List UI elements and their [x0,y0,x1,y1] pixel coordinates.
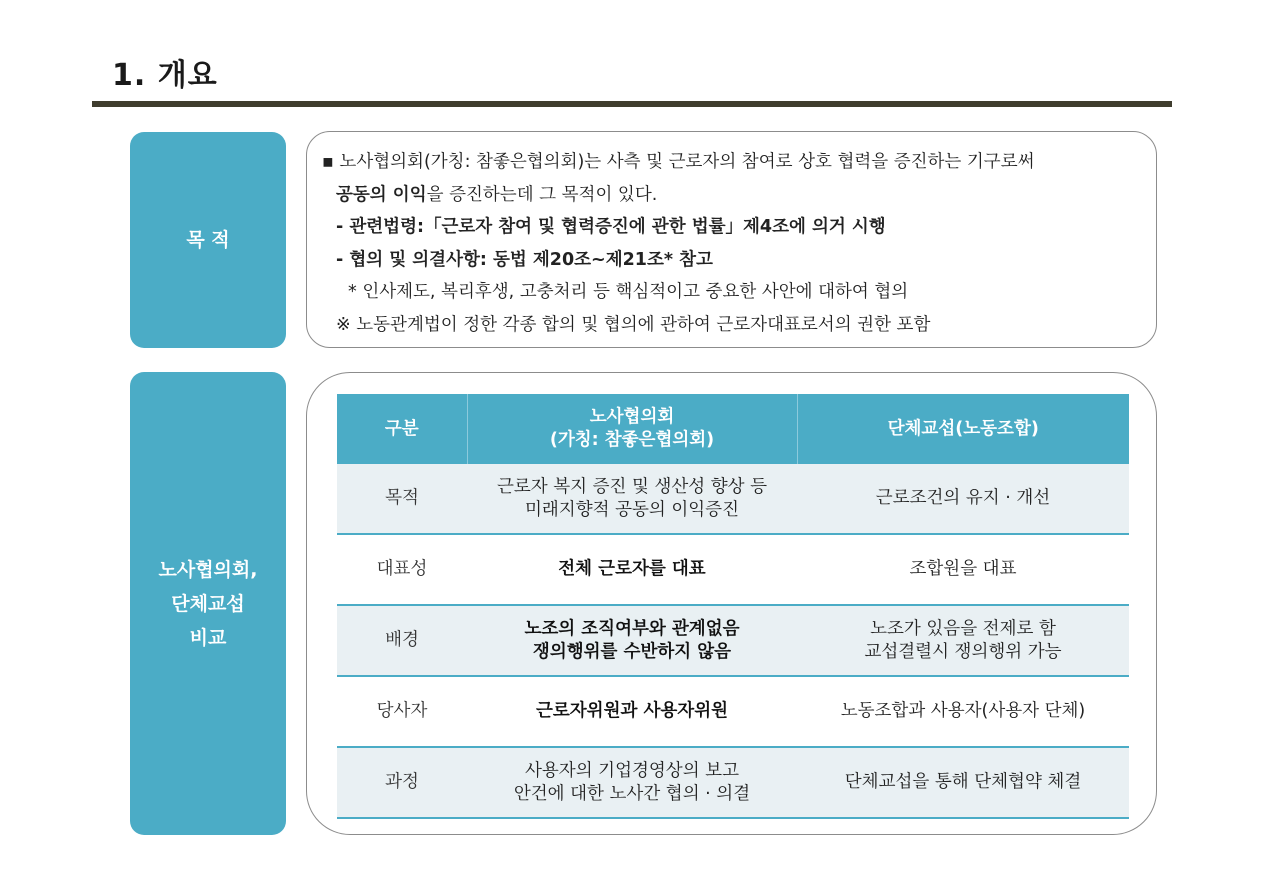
row-category: 배경 [337,605,467,676]
table-row [337,676,1129,747]
table-header-row [337,394,1129,464]
purpose-law: - 관련법령:「근로자 참여 및 협력증진에 관한 법률」제4조에 의거 시행 [336,217,886,237]
purpose-content [322,146,1152,341]
header-union: 단체교섭(노동조합) [797,394,1129,464]
page-title: 1. 개요 [112,58,218,93]
cell-text: 쟁의행위를 수반하지 않음 [532,641,732,662]
table-row [337,747,1129,818]
cell-text: 근로자 복지 증진 및 생산성 향상 등 [496,476,768,497]
row-category: 대표성 [337,534,467,605]
row-union-cell [797,464,1129,534]
purpose-line-1: ▪ 노사협의회(가칭: 참좋은협의회)는 사측 및 근로자의 참여로 상호 협력을 증진하는 기구로써 [322,152,1035,172]
purpose-footnote: * 인사제도, 복리후생, 고충처리 등 핵심적이고 중요한 사안에 대하여 협의 [348,282,909,302]
cell-text: 단체교섭을 통해 단체협약 체결 [844,772,1082,792]
comparison-label-line: 단체교섭 [171,592,245,615]
comparison-table [337,394,1129,819]
cell-text: 노조가 있음을 전제로 함 [870,618,1056,639]
row-union-cell [797,605,1129,676]
cell-text: 조합원을 대표 [909,559,1017,579]
row-union-cell [797,747,1129,818]
cell-text: 안건에 대한 노사간 협의 · 의결 [513,783,751,804]
comparison-label-line: 노사협의회, [158,558,258,581]
purpose-note: ※ 노동관계법이 정한 각종 합의 및 협의에 관하여 근로자대표로서의 권한 포함 [336,314,931,335]
row-category: 당사자 [337,676,467,747]
title-divider [92,101,1172,107]
row-council-cell [467,464,797,534]
row-union-cell [797,534,1129,605]
comparison-label-box [130,372,286,835]
comparison-label-line: 비교 [189,626,227,649]
purpose-line-2-rest: 을 증진하는데 그 목적이 있다. [426,184,658,205]
cell-text: 사용자의 기업경영상의 보고 [525,760,739,781]
row-council-cell [467,534,797,605]
comparison-label [159,553,258,655]
cell-text: 노동조합과 사용자(사용자 단체) [840,701,1086,721]
purpose-items: - 협의 및 의결사항: 동법 제20조~제21조* 참고 [336,249,713,270]
purpose-label-box [130,132,286,348]
table-row [337,464,1129,534]
row-council-cell [467,605,797,676]
cell-text: 전체 근로자를 대표 [558,559,706,579]
purpose-label: 목 적 [186,229,230,251]
row-category: 목적 [337,464,467,534]
cell-text: 교섭결렬시 쟁의행위 가능 [864,641,1062,662]
cell-text: 근로자위원과 사용자위원 [535,701,729,721]
table-row [337,534,1129,605]
row-union-cell [797,676,1129,747]
header-category: 구분 [337,394,467,464]
cell-text: 근로조건의 유지 · 개선 [875,488,1051,508]
row-council-cell [467,676,797,747]
purpose-emphasis: 공동의 이익 [336,184,427,205]
header-council: 노사협의회 (가칭: 참좋은협의회) [467,394,797,464]
row-council-cell [467,747,797,818]
cell-text: 미래지향적 공동의 이익증진 [525,499,739,520]
purpose-line-2 [322,179,1152,212]
row-category: 과정 [337,747,467,818]
table-row [337,605,1129,676]
cell-text: 노조의 조직여부와 관계없음 [524,618,740,639]
